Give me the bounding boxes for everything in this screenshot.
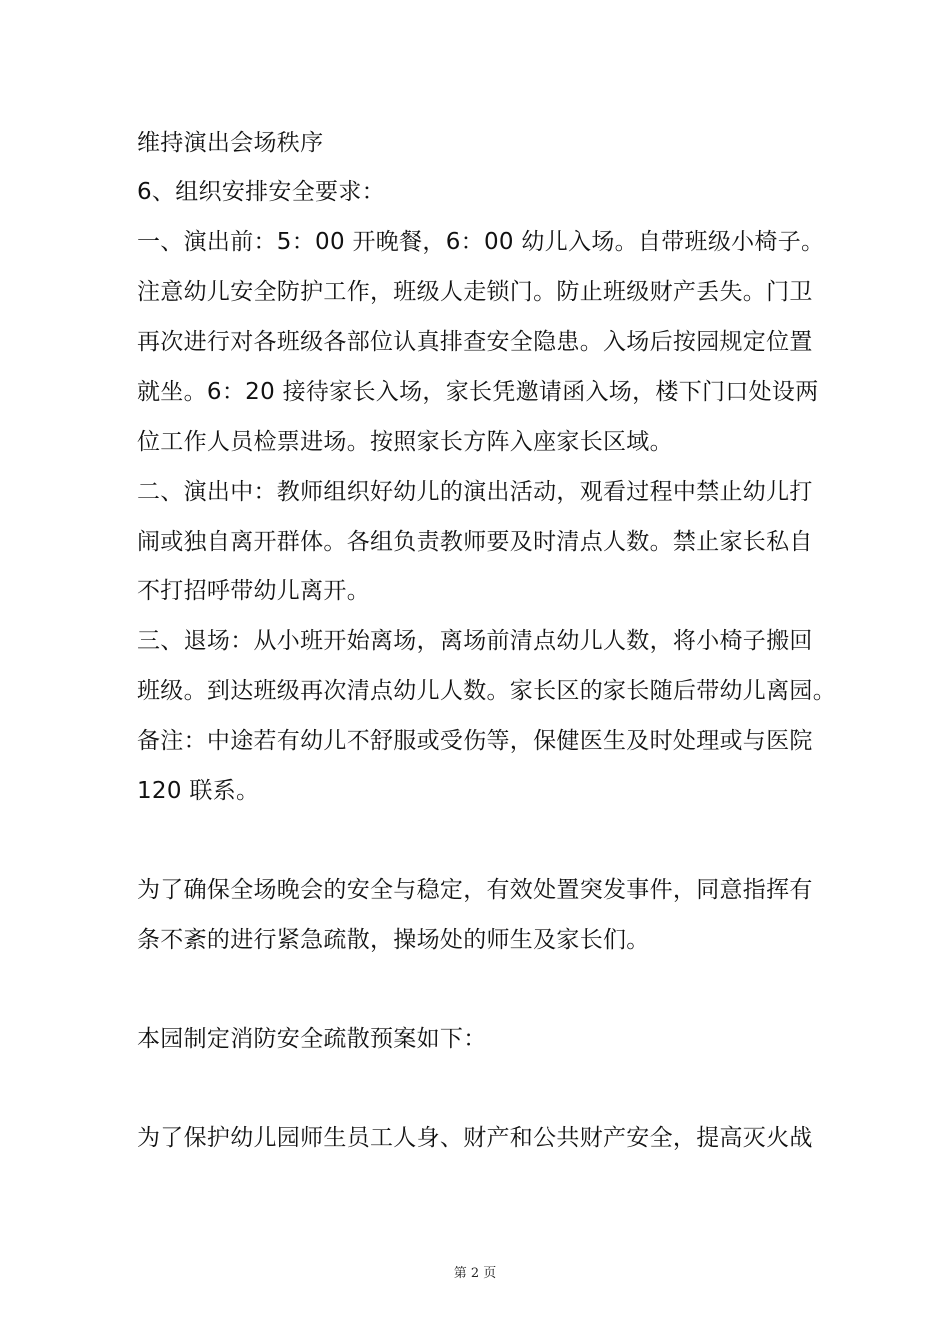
text-line: 注意幼儿安全防护工作，班级人走锁门。防止班级财产丢失。门卫 [137, 279, 813, 305]
text-line: 条不紊的进行紧急疏散，操场处的师生及家长们。 [137, 927, 650, 953]
text-line: 维持演出会场秩序 [137, 130, 324, 156]
text-line: 本园制定消防安全疏散预案如下： [137, 1026, 487, 1052]
text-line: 一、演出前：5：00 开晚餐，6：00 幼儿入场。自带班级小椅子。 [137, 229, 825, 255]
text-line: 班级。到达班级再次清点幼儿人数。家长区的家长随后带幼儿离园。 [137, 678, 836, 704]
text-line: 二、演出中：教师组织好幼儿的演出活动，观看过程中禁止幼儿打 [137, 479, 813, 505]
text-line: 备注：中途若有幼儿不舒服或受伤等，保健医生及时处理或与医院 [137, 728, 813, 754]
text-line: 位工作人员检票进场。按照家长方阵入座家长区域。 [137, 429, 673, 455]
text-line: 不打招呼带幼儿离开。 [137, 578, 370, 604]
text-line: 为了保护幼儿园师生员工人身、财产和公共财产安全，提高灭火战 [137, 1125, 813, 1151]
page-number: 第 2 页 [453, 1266, 497, 1281]
text-line: 三、退场：从小班开始离场，离场前清点幼儿人数，将小椅子搬回 [137, 628, 813, 654]
text-line: 再次进行对各班级各部位认真排查安全隐患。入场后按园规定位置 [137, 329, 813, 355]
text-line: 为了确保全场晚会的安全与稳定，有效处置突发事件，同意指挥有 [137, 877, 813, 903]
text-line: 闹或独自离开群体。各组负责教师要及时清点人数。禁止家长私自 [137, 529, 813, 555]
text-line: 就坐。6：20 接待家长入场，家长凭邀请函入场，楼下门口处设两 [137, 379, 819, 405]
text-line: 6、组织安排安全要求： [137, 179, 385, 205]
text-line: 120 联系。 [137, 778, 260, 804]
